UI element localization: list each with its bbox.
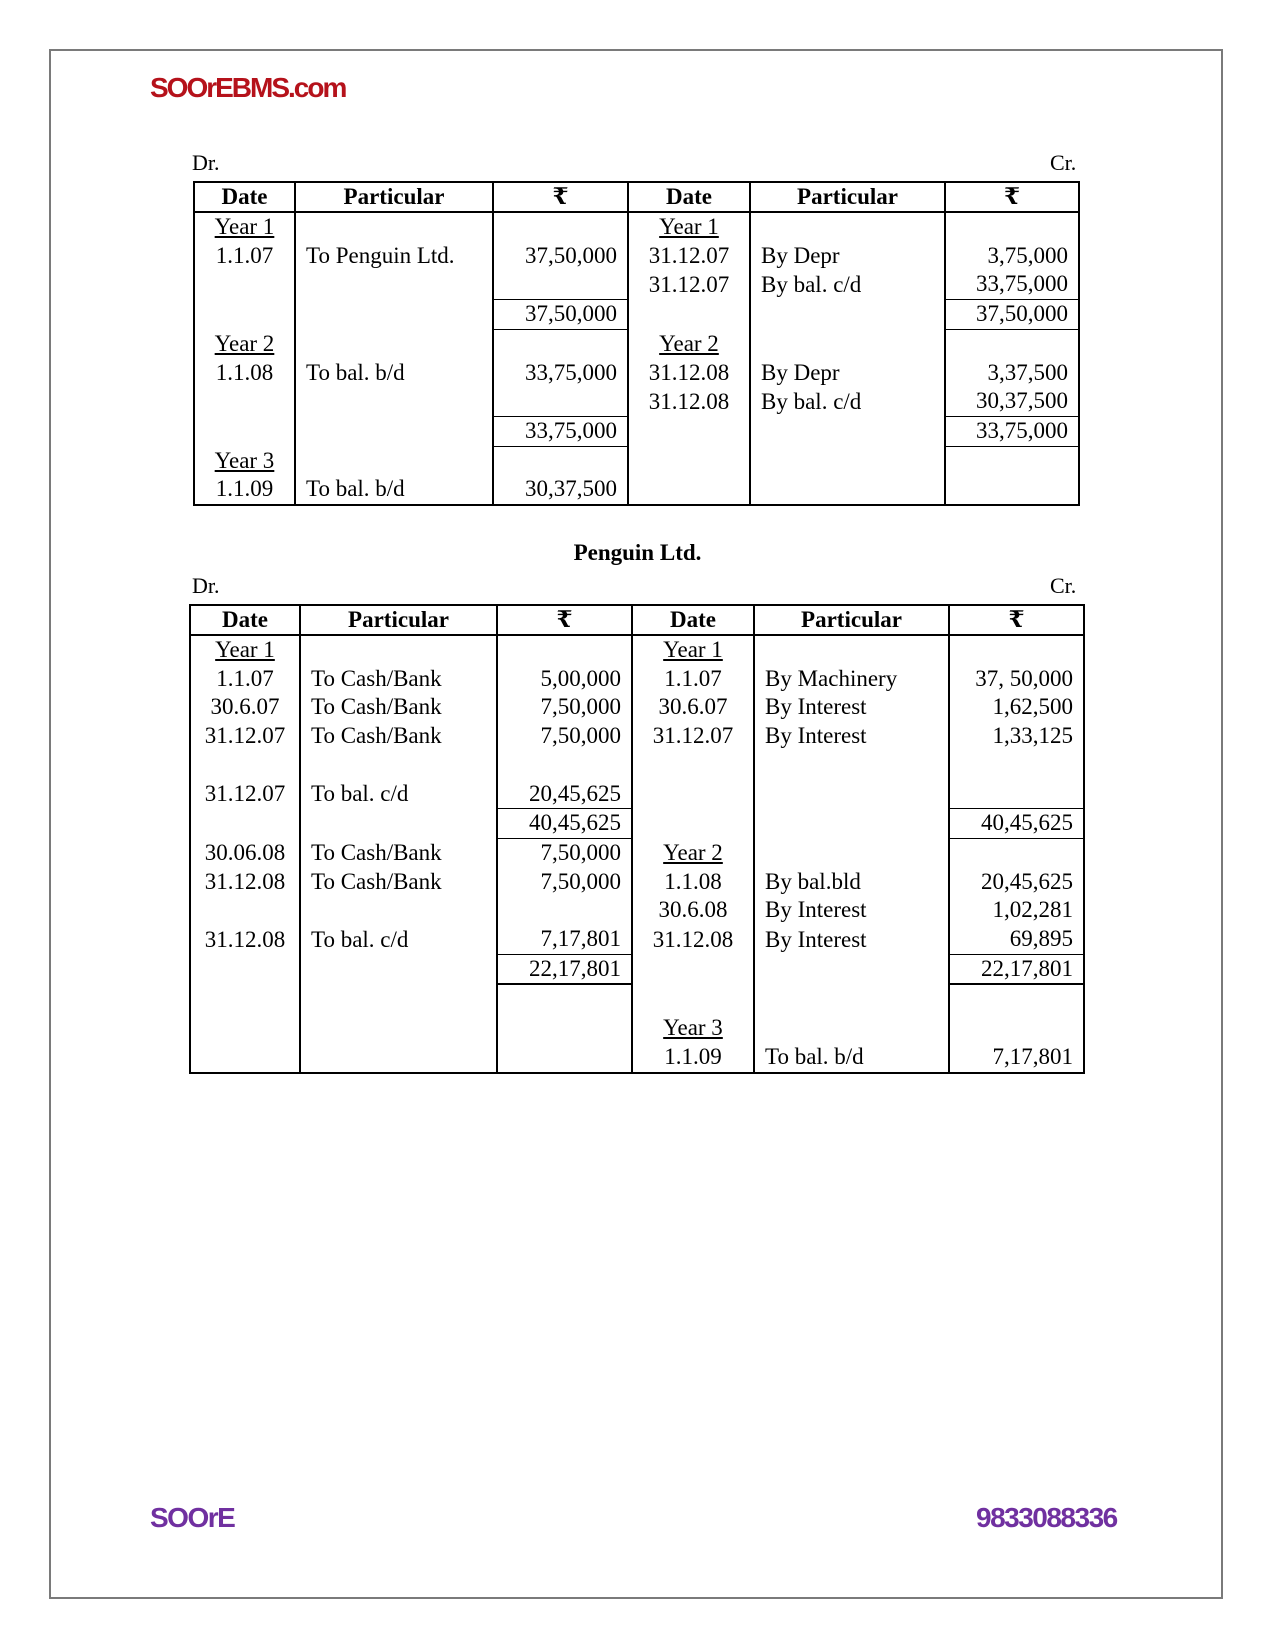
table-cell bbox=[300, 809, 497, 839]
table-cell: 33,75,000 bbox=[493, 359, 628, 388]
table-cell bbox=[949, 635, 1084, 665]
table-cell bbox=[300, 751, 497, 780]
table-cell bbox=[632, 751, 754, 780]
table-cell bbox=[295, 300, 493, 330]
table-cell bbox=[754, 780, 949, 809]
table-cell bbox=[750, 300, 945, 330]
table-cell: 22,17,801 bbox=[949, 954, 1084, 984]
table-cell bbox=[497, 984, 632, 1014]
table-cell: Year 1 bbox=[190, 635, 300, 665]
table-cell: 7,50,000 bbox=[497, 838, 632, 867]
col-date-cr: Date bbox=[632, 605, 754, 635]
footer-brand: SOOrE bbox=[150, 1502, 235, 1533]
debit-label: Dr. bbox=[192, 150, 220, 175]
table-cell bbox=[628, 475, 750, 505]
table-cell: 1,33,125 bbox=[949, 722, 1084, 751]
table-cell bbox=[949, 780, 1084, 809]
table-cell bbox=[628, 300, 750, 330]
table-row bbox=[194, 416, 1079, 446]
table-cell bbox=[300, 1014, 497, 1043]
table-cell: 30.6.07 bbox=[190, 693, 300, 722]
table-cell: 1.1.07 bbox=[194, 242, 295, 271]
footer-phone: 9833088336 bbox=[976, 1502, 1117, 1533]
table-cell bbox=[190, 954, 300, 984]
table-cell: Year 3 bbox=[632, 1014, 754, 1043]
table-cell: Year 2 bbox=[628, 329, 750, 358]
table-cell bbox=[750, 212, 945, 242]
table-cell: 1,02,281 bbox=[949, 896, 1084, 925]
table-row bbox=[190, 809, 1084, 839]
table-row bbox=[190, 722, 1084, 751]
table-row bbox=[194, 446, 1079, 475]
table-cell: By Interest bbox=[754, 896, 949, 925]
table-cell bbox=[300, 984, 497, 1014]
table-cell bbox=[190, 1043, 300, 1073]
table-cell bbox=[945, 212, 1079, 242]
table-cell: 1,62,500 bbox=[949, 693, 1084, 722]
table-cell: 31.12.07 bbox=[628, 270, 750, 299]
table-cell: To Cash/Bank bbox=[300, 693, 497, 722]
table-cell: 40,45,625 bbox=[497, 809, 632, 839]
table-cell bbox=[754, 1014, 949, 1043]
table-cell bbox=[194, 387, 295, 416]
table-cell: Year 1 bbox=[628, 212, 750, 242]
table-cell: Year 2 bbox=[194, 329, 295, 358]
table-cell bbox=[750, 446, 945, 475]
table-cell: 31.12.07 bbox=[628, 242, 750, 271]
table-cell bbox=[190, 809, 300, 839]
table-cell bbox=[632, 780, 754, 809]
table-cell: 7,17,801 bbox=[497, 925, 632, 954]
table-cell bbox=[628, 446, 750, 475]
table-cell: To Cash/Bank bbox=[300, 868, 497, 897]
table-cell: 31.12.08 bbox=[190, 868, 300, 897]
table-row bbox=[194, 242, 1079, 271]
table-cell bbox=[493, 270, 628, 299]
table-row bbox=[190, 838, 1084, 867]
table-cell: Year 2 bbox=[632, 838, 754, 867]
table-row bbox=[194, 270, 1079, 299]
table-cell bbox=[300, 954, 497, 984]
table-cell: 31.12.08 bbox=[628, 387, 750, 416]
table-cell bbox=[949, 1014, 1084, 1043]
table-cell: To bal. b/d bbox=[295, 359, 493, 388]
site-logo: SOOrEBMS.com bbox=[150, 72, 346, 103]
table-row bbox=[194, 212, 1079, 242]
table-cell bbox=[497, 1043, 632, 1073]
table-cell bbox=[300, 1043, 497, 1073]
table-cell bbox=[493, 387, 628, 416]
table-cell bbox=[190, 984, 300, 1014]
table-cell bbox=[190, 751, 300, 780]
table-cell bbox=[949, 751, 1084, 780]
credit-label: Cr. bbox=[1050, 573, 1077, 598]
table-cell: 31.12.07 bbox=[190, 780, 300, 809]
table-cell: To bal. c/d bbox=[300, 780, 497, 809]
table-row bbox=[190, 693, 1084, 722]
table-cell: Year 1 bbox=[632, 635, 754, 665]
table-cell bbox=[632, 984, 754, 1014]
col-amount-dr: ₹ bbox=[497, 605, 632, 635]
table-cell: To bal. b/d bbox=[754, 1043, 949, 1073]
table-cell: 33,75,000 bbox=[945, 270, 1079, 299]
table-cell bbox=[295, 270, 493, 299]
table-cell: To Cash/Bank bbox=[300, 838, 497, 867]
table-cell bbox=[754, 751, 949, 780]
table-cell bbox=[949, 838, 1084, 867]
table-cell: By Interest bbox=[754, 925, 949, 954]
table-cell: By Interest bbox=[754, 693, 949, 722]
table-row bbox=[190, 925, 1084, 954]
table-row bbox=[190, 954, 1084, 984]
table-cell bbox=[750, 416, 945, 446]
table-cell: 5,00,000 bbox=[497, 665, 632, 694]
table-cell bbox=[497, 751, 632, 780]
table-cell: 1.1.09 bbox=[632, 1043, 754, 1073]
table-cell bbox=[628, 416, 750, 446]
table-cell: 7,50,000 bbox=[497, 693, 632, 722]
col-particular-cr: Particular bbox=[754, 605, 949, 635]
table-cell bbox=[194, 300, 295, 330]
table-cell bbox=[945, 329, 1079, 358]
table-cell: 30.6.08 bbox=[632, 896, 754, 925]
table-cell bbox=[194, 416, 295, 446]
col-particular-dr: Particular bbox=[300, 605, 497, 635]
table-cell: To bal. b/d bbox=[295, 475, 493, 505]
table-cell: 69,895 bbox=[949, 925, 1084, 954]
table-cell: 7,50,000 bbox=[497, 722, 632, 751]
table-cell: 37,50,000 bbox=[493, 242, 628, 271]
table-cell bbox=[632, 809, 754, 839]
table-cell: To bal. c/d bbox=[300, 925, 497, 954]
table-cell: Year 1 bbox=[194, 212, 295, 242]
col-particular-cr: Particular bbox=[750, 182, 945, 212]
col-particular-dr: Particular bbox=[295, 182, 493, 212]
credit-label: Cr. bbox=[1050, 150, 1077, 175]
col-amount-dr: ₹ bbox=[493, 182, 628, 212]
table-cell: 1.1.08 bbox=[194, 359, 295, 388]
table-row bbox=[194, 329, 1079, 358]
table-cell bbox=[754, 635, 949, 665]
table-cell bbox=[949, 984, 1084, 1014]
table-cell: 30,37,500 bbox=[493, 475, 628, 505]
table-row bbox=[194, 359, 1079, 388]
table-cell: By Depr bbox=[750, 242, 945, 271]
table-cell: 31.12.08 bbox=[628, 359, 750, 388]
table-cell: 40,45,625 bbox=[949, 809, 1084, 839]
table-cell: 3,37,500 bbox=[945, 359, 1079, 388]
table-cell: By Interest bbox=[754, 722, 949, 751]
table-cell: To Cash/Bank bbox=[300, 665, 497, 694]
penguin-account-table bbox=[189, 604, 1085, 1074]
table-cell: 31.12.07 bbox=[632, 722, 754, 751]
machinery-account-table bbox=[193, 181, 1080, 506]
table-cell: 20,45,625 bbox=[497, 780, 632, 809]
table-cell: 30.6.07 bbox=[632, 693, 754, 722]
table-cell bbox=[300, 635, 497, 665]
table-cell: 37, 50,000 bbox=[949, 665, 1084, 694]
table-cell: 3,75,000 bbox=[945, 242, 1079, 271]
table-cell bbox=[632, 954, 754, 984]
table-cell: 31.12.08 bbox=[632, 925, 754, 954]
table-cell: Year 3 bbox=[194, 446, 295, 475]
table-cell: 7,50,000 bbox=[497, 868, 632, 897]
table-cell bbox=[493, 329, 628, 358]
table-cell: 7,17,801 bbox=[949, 1043, 1084, 1073]
table-row bbox=[190, 780, 1084, 809]
table-row bbox=[194, 475, 1079, 505]
table-row bbox=[194, 387, 1079, 416]
table-cell bbox=[190, 896, 300, 925]
table-cell bbox=[295, 416, 493, 446]
table-cell: By bal. c/d bbox=[750, 387, 945, 416]
table-cell: 37,50,000 bbox=[493, 300, 628, 330]
table-cell: 33,75,000 bbox=[945, 416, 1079, 446]
table-cell: 1.1.07 bbox=[632, 665, 754, 694]
table-cell: By Depr bbox=[750, 359, 945, 388]
table-cell: 31.12.08 bbox=[190, 925, 300, 954]
table-row bbox=[190, 868, 1084, 897]
table-cell bbox=[295, 387, 493, 416]
table-cell: By bal.bld bbox=[754, 868, 949, 897]
col-date-dr: Date bbox=[194, 182, 295, 212]
col-amount-cr: ₹ bbox=[949, 605, 1084, 635]
table-cell bbox=[945, 475, 1079, 505]
table-cell bbox=[493, 212, 628, 242]
table-header-row bbox=[190, 605, 1084, 635]
col-amount-cr: ₹ bbox=[945, 182, 1079, 212]
table-cell: 1.1.09 bbox=[194, 475, 295, 505]
table-cell bbox=[295, 329, 493, 358]
table-cell bbox=[945, 446, 1079, 475]
table-cell bbox=[754, 838, 949, 867]
table-row bbox=[190, 751, 1084, 780]
table-row bbox=[190, 1043, 1084, 1073]
table-cell bbox=[300, 896, 497, 925]
table-row bbox=[190, 896, 1084, 925]
table-cell: 30,37,500 bbox=[945, 387, 1079, 416]
table-cell bbox=[295, 446, 493, 475]
table-row bbox=[194, 300, 1079, 330]
table-row bbox=[190, 984, 1084, 1014]
table-row bbox=[190, 1014, 1084, 1043]
table-cell: 20,45,625 bbox=[949, 868, 1084, 897]
table-cell bbox=[754, 954, 949, 984]
table-row bbox=[190, 665, 1084, 694]
col-date-dr: Date bbox=[190, 605, 300, 635]
table-cell bbox=[493, 446, 628, 475]
table-cell bbox=[497, 635, 632, 665]
table-cell bbox=[190, 1014, 300, 1043]
table-cell bbox=[754, 809, 949, 839]
table-cell: By Machinery bbox=[754, 665, 949, 694]
table-header-row bbox=[194, 182, 1079, 212]
table-cell bbox=[194, 270, 295, 299]
table-row bbox=[190, 635, 1084, 665]
table-cell: To Cash/Bank bbox=[300, 722, 497, 751]
table-cell: To Penguin Ltd. bbox=[295, 242, 493, 271]
table-cell bbox=[497, 896, 632, 925]
table-cell bbox=[754, 984, 949, 1014]
table-cell bbox=[295, 212, 493, 242]
table-cell: 33,75,000 bbox=[493, 416, 628, 446]
table-cell bbox=[497, 1014, 632, 1043]
table-cell bbox=[750, 329, 945, 358]
table-cell: 37,50,000 bbox=[945, 300, 1079, 330]
table-cell: 30.06.08 bbox=[190, 838, 300, 867]
debit-label: Dr. bbox=[192, 573, 220, 598]
account-title: Penguin Ltd. bbox=[573, 540, 702, 565]
table-cell bbox=[750, 475, 945, 505]
table-cell: 31.12.07 bbox=[190, 722, 300, 751]
col-date-cr: Date bbox=[628, 182, 750, 212]
table-cell: 1.1.08 bbox=[632, 868, 754, 897]
table-cell: By bal. c/d bbox=[750, 270, 945, 299]
table-cell: 1.1.07 bbox=[190, 665, 300, 694]
table-cell: 22,17,801 bbox=[497, 954, 632, 984]
